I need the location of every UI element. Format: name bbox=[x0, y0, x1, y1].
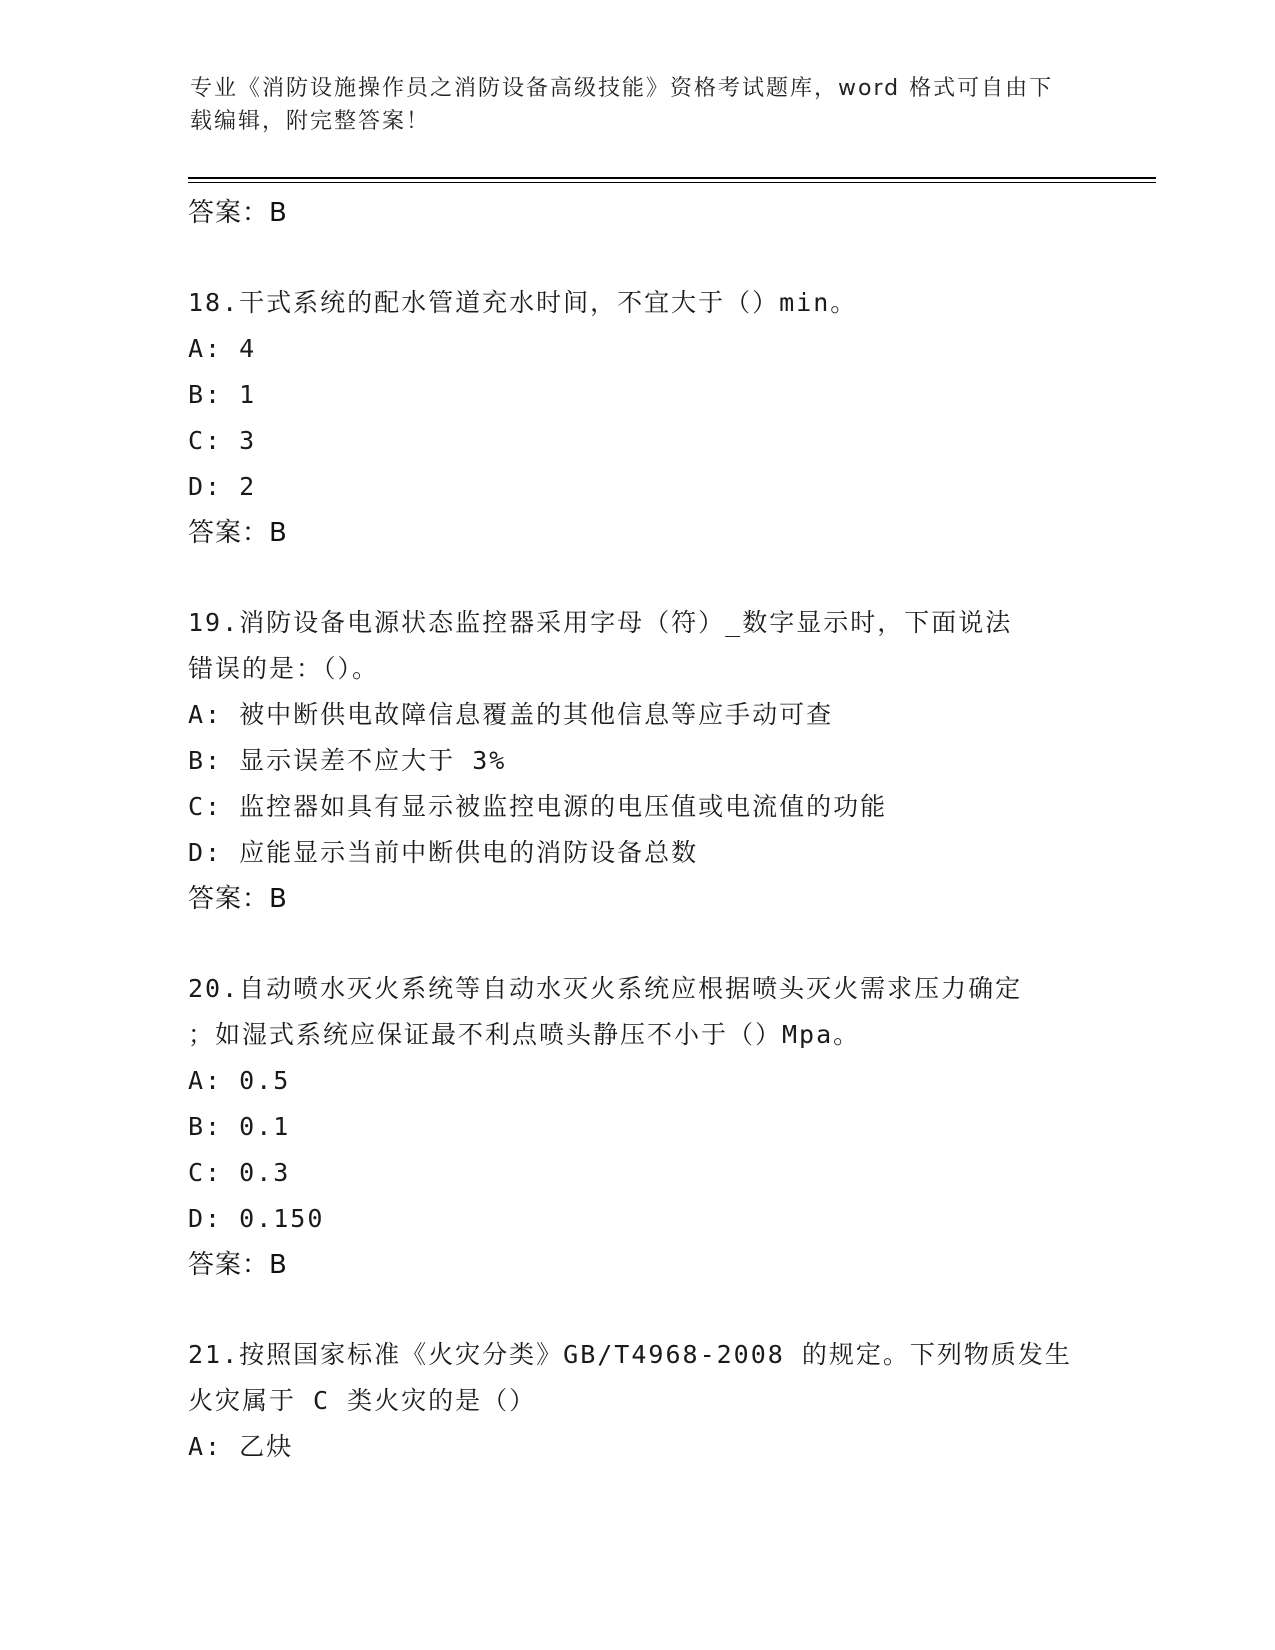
question-stem-cont: 火灾属于 C 类火灾的是（） bbox=[188, 1386, 537, 1415]
option-c: C: 监控器如具有显示被监控电源的电压值或电流值的功能 bbox=[188, 792, 888, 821]
option-d: D: 2 bbox=[188, 472, 257, 501]
header-rule-thin bbox=[188, 182, 1156, 183]
option-d: D: 0.150 bbox=[188, 1204, 325, 1233]
option-a: A: 乙炔 bbox=[188, 1432, 294, 1461]
question-stem-cont: 错误的是：（）。 bbox=[188, 654, 380, 683]
option-a: A: 0.5 bbox=[188, 1066, 291, 1095]
header-line-2: 载编辑，附完整答案！ bbox=[190, 109, 431, 134]
option-b: B: 显示误差不应大于 3% bbox=[188, 746, 507, 775]
question-20 bbox=[188, 966, 1088, 1288]
answer-line: 答案：B bbox=[188, 1250, 288, 1280]
question-stem-cont: ；如湿式系统应保证最不利点喷头静压不小于（）Mpa。 bbox=[188, 1020, 861, 1049]
question-stem: 19.消防设备电源状态监控器采用字母（符）_数字显示时，下面说法 bbox=[188, 608, 1013, 637]
spacer bbox=[188, 236, 1088, 280]
option-d: D: 应能显示当前中断供电的消防设备总数 bbox=[188, 838, 699, 867]
question-18 bbox=[188, 280, 1088, 556]
question-stem: 18.干式系统的配水管道充水时间，不宜大于（）min。 bbox=[188, 288, 858, 317]
document-header bbox=[190, 72, 1090, 138]
option-b: B: 1 bbox=[188, 380, 257, 409]
question-21 bbox=[188, 1332, 1088, 1470]
header-line-1: 专业《消防设施操作员之消防设备高级技能》资格考试题库，word 格式可自由下 bbox=[190, 76, 1054, 101]
header-rule-thick bbox=[188, 177, 1156, 179]
question-list bbox=[188, 190, 1088, 1470]
option-a: A: 4 bbox=[188, 334, 257, 363]
spacer bbox=[188, 556, 1088, 600]
question-19 bbox=[188, 600, 1088, 922]
option-c: C: 0.3 bbox=[188, 1158, 291, 1187]
question-stem: 21.按照国家标准《火灾分类》GB/T4968-2008 的规定。下列物质发生 bbox=[188, 1340, 1072, 1369]
answer-line: 答案：B bbox=[188, 198, 288, 228]
option-a: A: 被中断供电故障信息覆盖的其他信息等应手动可查 bbox=[188, 700, 834, 729]
question-stem: 20.自动喷水灭火系统等自动水灭火系统应根据喷头灭火需求压力确定 bbox=[188, 974, 1023, 1003]
answer-line: 答案：B bbox=[188, 518, 288, 548]
option-b: B: 0.1 bbox=[188, 1112, 291, 1141]
answer-line: 答案：B bbox=[188, 884, 288, 914]
spacer bbox=[188, 1288, 1088, 1332]
option-c: C: 3 bbox=[188, 426, 257, 455]
spacer bbox=[188, 922, 1088, 966]
